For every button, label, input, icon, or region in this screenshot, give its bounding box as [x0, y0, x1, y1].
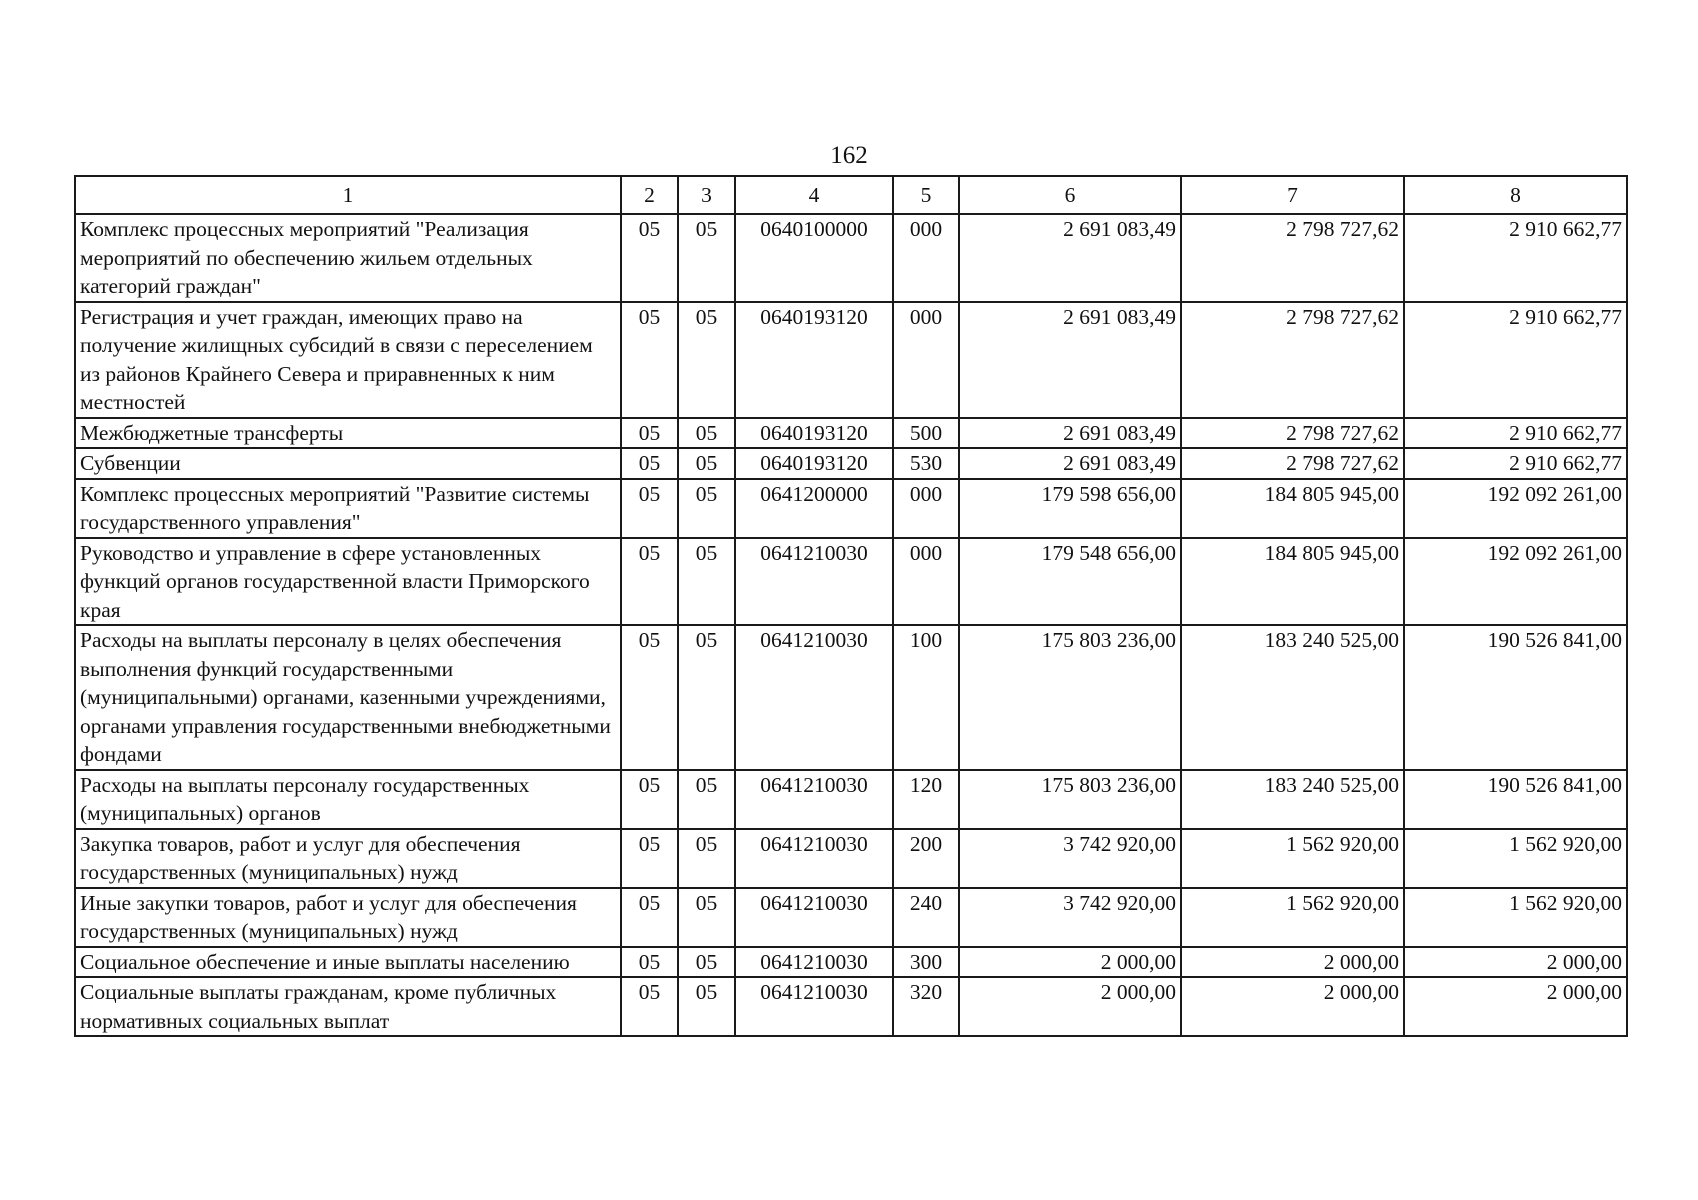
table-row	[75, 829, 1627, 888]
column-header: 6	[959, 176, 1181, 214]
amount-year1-cell: 2 000,00	[959, 977, 1181, 1036]
amount-year3-cell: 2 910 662,77	[1404, 418, 1627, 449]
row-name-cell: Комплекс процессных мероприятий "Реализация мероприятий по обеспечению жильем отдельных категорий граждан"	[75, 214, 621, 302]
subsection-code-cell: 05	[678, 625, 735, 770]
target-article-cell: 0641210030	[735, 829, 893, 888]
amount-year2-cell: 2 798 727,62	[1181, 302, 1404, 418]
target-article-cell: 0641210030	[735, 770, 893, 829]
column-header: 8	[1404, 176, 1627, 214]
amount-year1-cell: 179 598 656,00	[959, 479, 1181, 538]
target-article-cell: 0640100000	[735, 214, 893, 302]
amount-year1-cell: 2 000,00	[959, 947, 1181, 978]
target-article-cell: 0641210030	[735, 888, 893, 947]
amount-year2-cell: 183 240 525,00	[1181, 625, 1404, 770]
table-row	[75, 625, 1627, 770]
target-article-cell: 0641210030	[735, 538, 893, 626]
row-name-cell: Расходы на выплаты персоналу в целях обеспечения выполнения функций государственными (муниципальными) органами, казенными учреждениями, органами управления государственными внебюджетными фондами	[75, 625, 621, 770]
subsection-code-cell: 05	[678, 448, 735, 479]
amount-year3-cell: 2 910 662,77	[1404, 302, 1627, 418]
column-header: 1	[75, 176, 621, 214]
amount-year3-cell: 192 092 261,00	[1404, 479, 1627, 538]
target-article-cell: 0640193120	[735, 448, 893, 479]
amount-year2-cell: 1 562 920,00	[1181, 829, 1404, 888]
table-row	[75, 448, 1627, 479]
amount-year3-cell: 2 000,00	[1404, 977, 1627, 1036]
table-body	[75, 214, 1627, 1036]
subsection-code-cell: 05	[678, 888, 735, 947]
target-article-cell: 0641210030	[735, 947, 893, 978]
table-row	[75, 302, 1627, 418]
section-code-cell: 05	[621, 977, 678, 1036]
table-row	[75, 770, 1627, 829]
amount-year1-cell: 3 742 920,00	[959, 888, 1181, 947]
amount-year2-cell: 2 000,00	[1181, 947, 1404, 978]
amount-year2-cell: 184 805 945,00	[1181, 479, 1404, 538]
amount-year3-cell: 190 526 841,00	[1404, 770, 1627, 829]
header-row	[75, 176, 1627, 214]
expense-type-cell: 530	[893, 448, 959, 479]
subsection-code-cell: 05	[678, 214, 735, 302]
expense-type-cell: 200	[893, 829, 959, 888]
amount-year1-cell: 179 548 656,00	[959, 538, 1181, 626]
table-row	[75, 214, 1627, 302]
budget-table	[74, 175, 1628, 1037]
page-number: 162	[830, 142, 868, 169]
expense-type-cell: 000	[893, 479, 959, 538]
column-header: 2	[621, 176, 678, 214]
row-name-cell: Руководство и управление в сфере установленных функций органов государственной власти Приморского края	[75, 538, 621, 626]
table-row	[75, 418, 1627, 449]
amount-year1-cell: 175 803 236,00	[959, 770, 1181, 829]
amount-year3-cell: 1 562 920,00	[1404, 888, 1627, 947]
row-name-cell: Субвенции	[75, 448, 621, 479]
amount-year1-cell: 175 803 236,00	[959, 625, 1181, 770]
expense-type-cell: 500	[893, 418, 959, 449]
target-article-cell: 0640193120	[735, 418, 893, 449]
section-code-cell: 05	[621, 538, 678, 626]
amount-year2-cell: 2 798 727,62	[1181, 214, 1404, 302]
section-code-cell: 05	[621, 479, 678, 538]
amount-year1-cell: 2 691 083,49	[959, 448, 1181, 479]
amount-year3-cell: 2 910 662,77	[1404, 448, 1627, 479]
subsection-code-cell: 05	[678, 770, 735, 829]
column-header: 7	[1181, 176, 1404, 214]
expense-type-cell: 000	[893, 214, 959, 302]
table-row	[75, 538, 1627, 626]
row-name-cell: Межбюджетные трансферты	[75, 418, 621, 449]
target-article-cell: 0641210030	[735, 977, 893, 1036]
table-row	[75, 947, 1627, 978]
row-name-cell: Иные закупки товаров, работ и услуг для обеспечения государственных (муниципальных) нужд	[75, 888, 621, 947]
amount-year1-cell: 3 742 920,00	[959, 829, 1181, 888]
amount-year2-cell: 2 000,00	[1181, 977, 1404, 1036]
amount-year3-cell: 192 092 261,00	[1404, 538, 1627, 626]
section-code-cell: 05	[621, 625, 678, 770]
section-code-cell: 05	[621, 448, 678, 479]
amount-year3-cell: 1 562 920,00	[1404, 829, 1627, 888]
section-code-cell: 05	[621, 418, 678, 449]
section-code-cell: 05	[621, 302, 678, 418]
expense-type-cell: 000	[893, 538, 959, 626]
expense-type-cell: 300	[893, 947, 959, 978]
section-code-cell: 05	[621, 770, 678, 829]
amount-year2-cell: 2 798 727,62	[1181, 418, 1404, 449]
amount-year2-cell: 1 562 920,00	[1181, 888, 1404, 947]
subsection-code-cell: 05	[678, 302, 735, 418]
section-code-cell: 05	[621, 829, 678, 888]
subsection-code-cell: 05	[678, 418, 735, 449]
row-name-cell: Социальное обеспечение и иные выплаты населению	[75, 947, 621, 978]
expense-type-cell: 240	[893, 888, 959, 947]
amount-year3-cell: 2 000,00	[1404, 947, 1627, 978]
row-name-cell: Закупка товаров, работ и услуг для обеспечения государственных (муниципальных) нужд	[75, 829, 621, 888]
column-header: 4	[735, 176, 893, 214]
row-name-cell: Социальные выплаты гражданам, кроме публичных нормативных социальных выплат	[75, 977, 621, 1036]
amount-year1-cell: 2 691 083,49	[959, 418, 1181, 449]
target-article-cell: 0641210030	[735, 625, 893, 770]
subsection-code-cell: 05	[678, 947, 735, 978]
amount-year2-cell: 184 805 945,00	[1181, 538, 1404, 626]
table-row	[75, 888, 1627, 947]
section-code-cell: 05	[621, 214, 678, 302]
subsection-code-cell: 05	[678, 479, 735, 538]
expense-type-cell: 320	[893, 977, 959, 1036]
expense-type-cell: 000	[893, 302, 959, 418]
column-header: 5	[893, 176, 959, 214]
subsection-code-cell: 05	[678, 538, 735, 626]
section-code-cell: 05	[621, 888, 678, 947]
amount-year3-cell: 190 526 841,00	[1404, 625, 1627, 770]
row-name-cell: Комплекс процессных мероприятий "Развитие системы государственного управления"	[75, 479, 621, 538]
target-article-cell: 0641200000	[735, 479, 893, 538]
subsection-code-cell: 05	[678, 829, 735, 888]
amount-year2-cell: 183 240 525,00	[1181, 770, 1404, 829]
expense-type-cell: 120	[893, 770, 959, 829]
target-article-cell: 0640193120	[735, 302, 893, 418]
expense-type-cell: 100	[893, 625, 959, 770]
column-header: 3	[678, 176, 735, 214]
subsection-code-cell: 05	[678, 977, 735, 1036]
amount-year3-cell: 2 910 662,77	[1404, 214, 1627, 302]
amount-year1-cell: 2 691 083,49	[959, 214, 1181, 302]
table-row	[75, 977, 1627, 1036]
section-code-cell: 05	[621, 947, 678, 978]
amount-year1-cell: 2 691 083,49	[959, 302, 1181, 418]
amount-year2-cell: 2 798 727,62	[1181, 448, 1404, 479]
row-name-cell: Регистрация и учет граждан, имеющих право на получение жилищных субсидий в связи с переселением из районов Крайнего Севера и приравненных к ним местностей	[75, 302, 621, 418]
table-row	[75, 479, 1627, 538]
row-name-cell: Расходы на выплаты персоналу государственных (муниципальных) органов	[75, 770, 621, 829]
